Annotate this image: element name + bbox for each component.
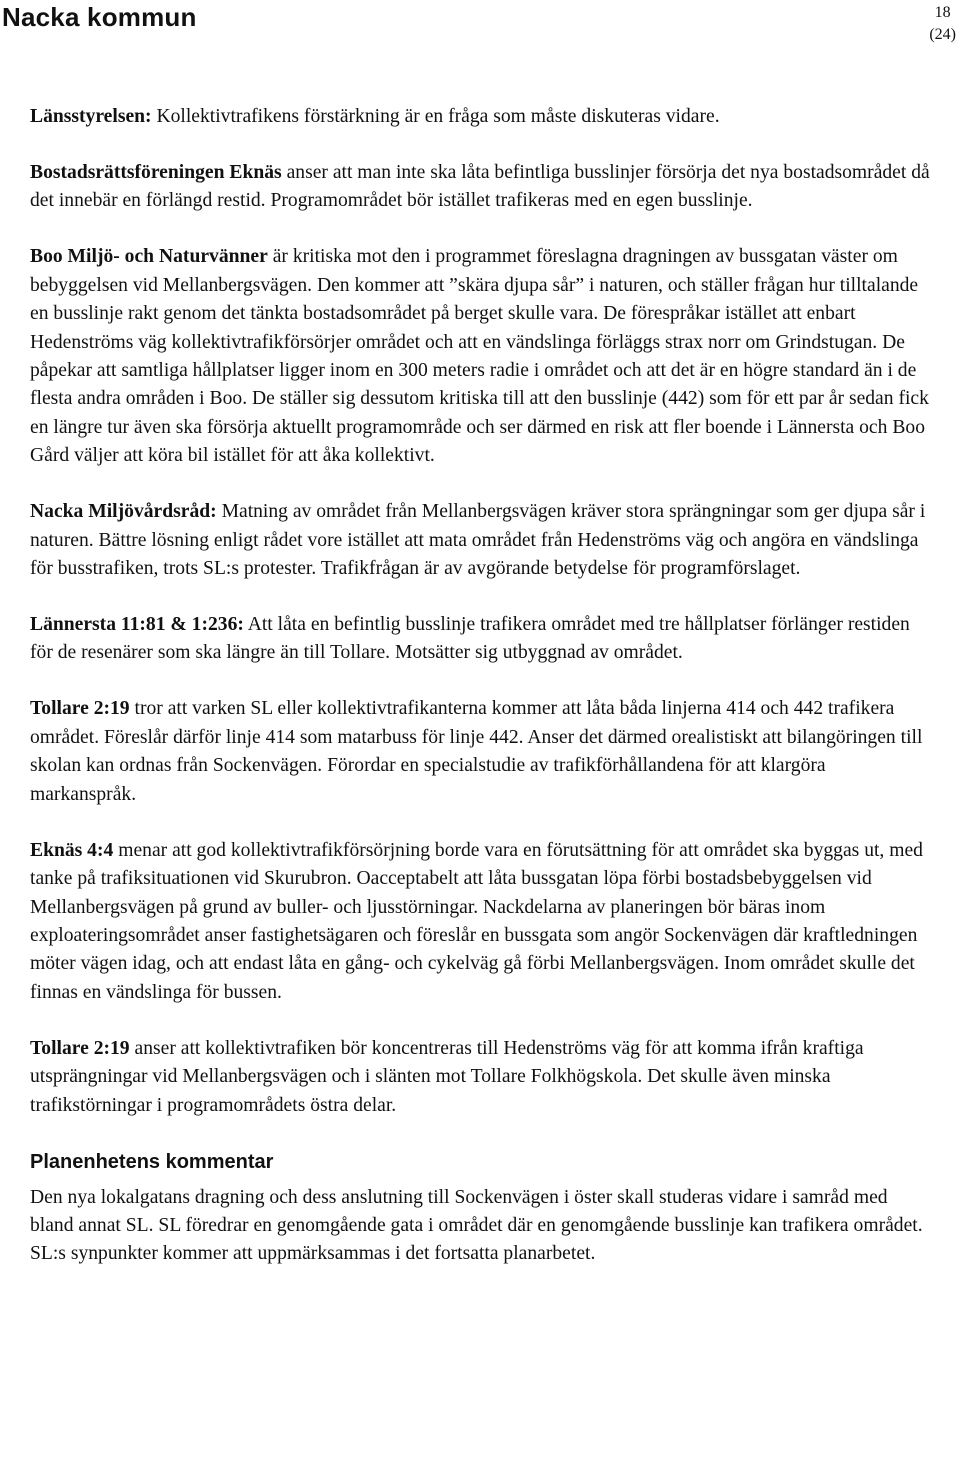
paragraph-tollare-1	[30, 695, 930, 809]
paragraph-text: är kritiska mot den i programmet föreslagna dragningen av bussgatan väster om bebyggelsen vid Mellanbergsvägen. Den kommer att ”skära djupa sår” i naturen, och ställer frågan hur tilltalande en busslinje rakt genom det tänkta bostadsområdet på berget skulle vara. De förespråkar istället att enbart Hedenströms väg kollektivtrafikförsörjer området och att en vändslinga förläggs strax norr om Grindstugan. De påpekar att samtliga hållplatser ligger inom en 300 meters radie i området och att det är en högre standard än i de flesta andra områden i Boo. De ställer sig dessutom kritiska till att den busslinje (442) som för ett par år sedan fick en längre tur även ska försörja aktuellt programområde och ser därmed en risk att fler boende i Lännersta och Boo Gård väljer att köra bil istället för att åka kollektivt.	[30, 246, 929, 467]
organization-name: Nacka kommun	[2, 2, 197, 32]
paragraph-text: tror att varken SL eller kollektivtrafikanterna kommer att låta båda linjerna 414 och 442 trafikera området. Föreslår därför linje 414 som matarbuss för linje 442. Anser det därmed orealistiskt att bilangöringen till skolan kan ordnas från Sockenvägen. Förordar en specialstudie av trafikförhållandena för att klargöra markanspråk.	[30, 698, 923, 805]
paragraph-lannersta	[30, 611, 930, 668]
respondent-name: Bostadsrättsföreningen Eknäs	[30, 162, 282, 183]
respondent-name: Tollare 2:19	[30, 698, 130, 720]
respondent-name: Tollare 2:19	[30, 1037, 130, 1059]
respondent-name: Nacka Miljövårdsråd:	[30, 501, 217, 523]
respondent-name: Lännersta 11:81 & 1:236:	[30, 614, 244, 636]
paragraph-text: menar att god kollektivtrafikförsörjning borde vara en förutsättning för att området ska byggas ut, med tanke på trafiksituationen vid Skurubron. Oacceptabelt att låta bussgatan löpa förbi bostadsbebyggelsen vid Mellanbergsvägen på grund av buller- och ljusstörningar. Nackdelarna av planeringen bör bäras inom exploateringsområdet anser fastighetsägaren och föreslår en bussgata som angör Sockenvägen där kraftledningen möter vägen idag, och att endast låta en gång- och cykelväg gå förbi Mellanbergsvägen. Inom området skulle det finnas en vändslinga för bussen.	[30, 839, 923, 1003]
page-current: 18	[934, 4, 951, 21]
paragraph-text: Matning av området från Mellanbergsvägen kräver stora sprängningar som ger djupa sår i naturen. Bättre lösning enligt rådet vore istället att mata området från Hedenströms väg och angöra en vändslinga för busstrafiken, trots SL:s protester. Trafikfrågan är av avgörande betydelse för programförslaget.	[30, 501, 926, 580]
document-body	[30, 103, 930, 1296]
paragraph-tollare-2	[30, 1035, 930, 1120]
page-total: (24)	[929, 26, 956, 43]
paragraph-text: anser att man inte ska låta befintliga busslinjer försörja det nya bostadsområdet då det innebär en förlängd restid. Programområdet bör istället trafikeras med en egen busslinje.	[30, 162, 930, 212]
paragraph-nacka-miljovardsrad	[30, 498, 930, 583]
paragraph-text: Att låta en befintlig busslinje trafikera området med tre hållplatser förlänger restiden för de resenärer som ska längre än till Tollare. Motsätter sig utbyggnad av området.	[30, 614, 910, 664]
respondent-name: Boo Miljö- och Naturvänner	[30, 246, 268, 268]
comment-text: Den nya lokalgatans dragning och dess anslutning till Sockenvägen i öster skall studeras vidare i samråd med bland annat SL. SL föredrar en genomgående gata i området där en genomgående busslinje kan trafikera området. SL:s synpunkter kommer att uppmärksammas i det fortsatta planarbetet.	[30, 1186, 923, 1265]
paragraph-lansstyrelsen	[30, 103, 930, 131]
paragraph-eknas-4-4	[30, 837, 930, 1007]
respondent-name: Eknäs 4:4	[30, 839, 114, 861]
comment-heading: Planenhetens kommentar	[30, 1150, 274, 1173]
paragraph-text: Kollektivtrafikens förstärkning är en fråga som måste diskuteras vidare.	[151, 106, 720, 127]
paragraph-text: anser att kollektivtrafiken bör koncentreras till Hedenströms väg för att komma ifrån kraftiga utsprängningar vid Mellanbergsvägen och i slänten mot Tollare Folkhögskola. Det skulle även minska trafikstörningar i programområdets östra delar.	[30, 1037, 864, 1116]
paragraph-boo-miljo	[30, 243, 930, 470]
page-number	[929, 2, 956, 46]
page-header	[0, 0, 960, 60]
paragraph-brf-eknas	[30, 159, 930, 216]
respondent-name: Länsstyrelsen:	[30, 106, 152, 127]
